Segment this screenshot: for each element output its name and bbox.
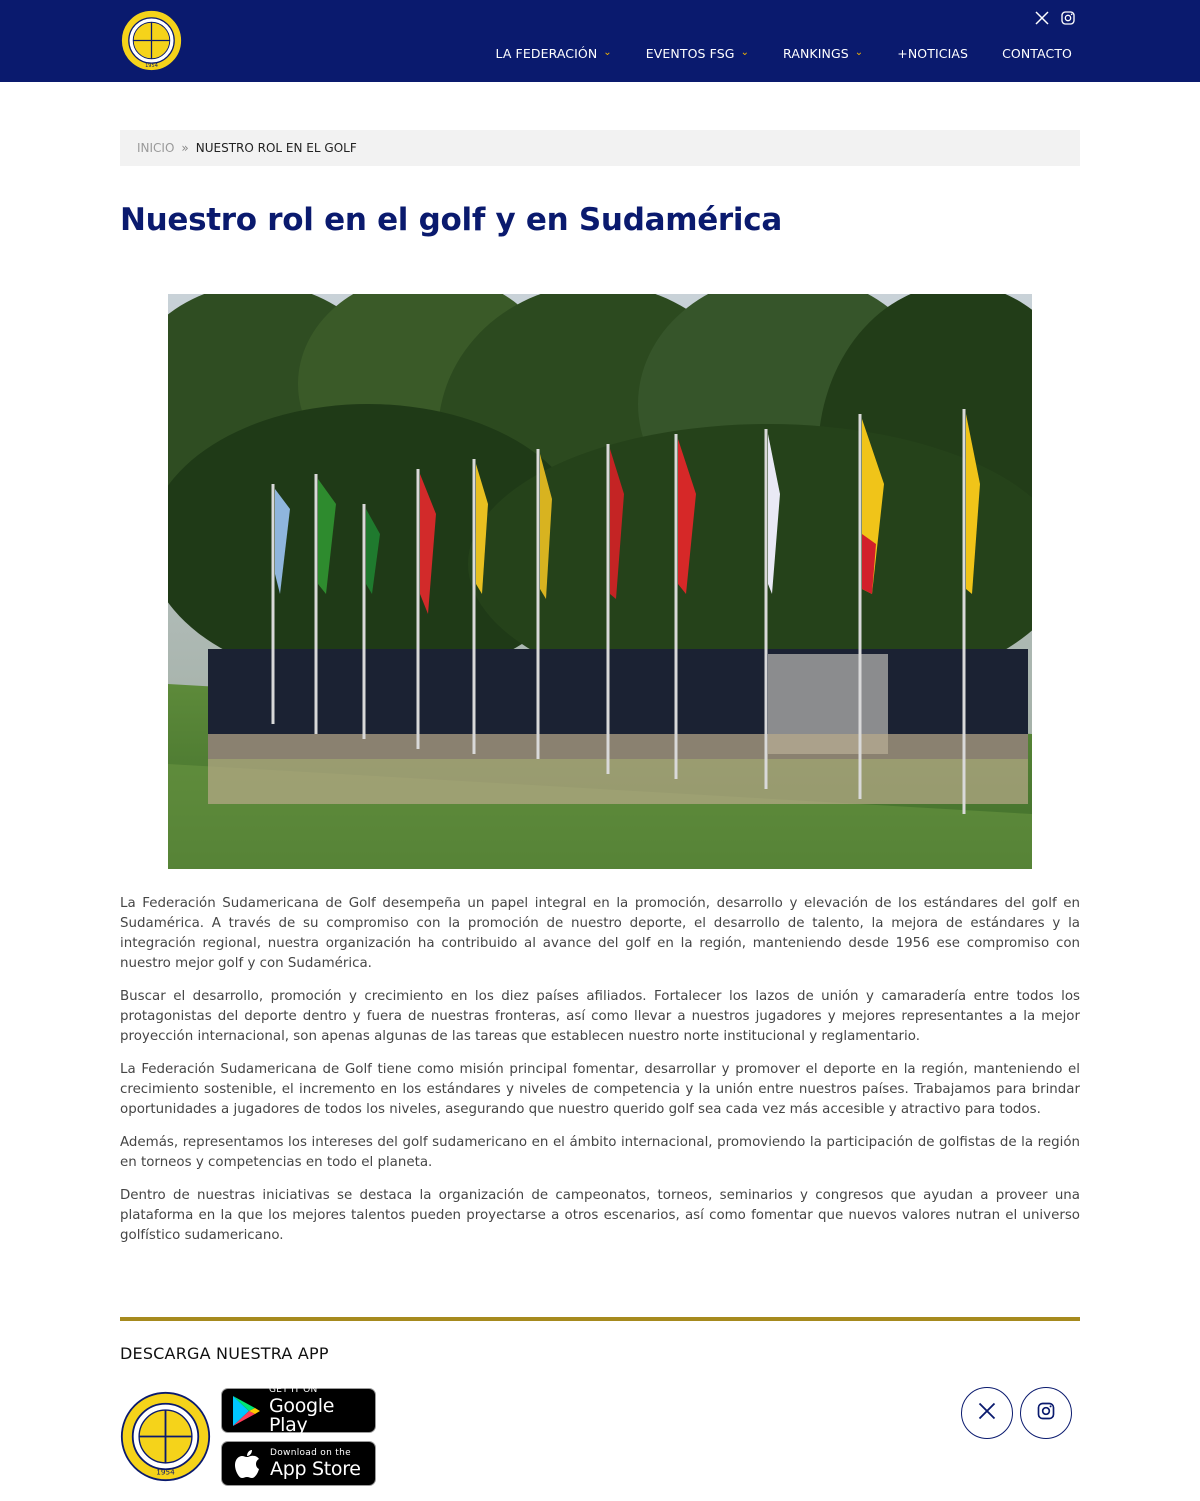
footer-x-link[interactable]: [961, 1387, 1013, 1439]
nav-noticias[interactable]: [897, 44, 968, 62]
nav-contacto[interactable]: [1002, 44, 1072, 62]
svg-text:1954: 1954: [156, 1467, 175, 1477]
instagram-icon: [1036, 1401, 1056, 1425]
x-icon[interactable]: [1034, 10, 1050, 26]
paragraph: Además, representamos los intereses del golf sudamericano en el ámbito internacional, promoviendo la participación de golfistas de la región en torneos y competencias en todo el planeta.: [120, 1135, 1080, 1170]
app-store-big-text: App Store: [270, 1457, 361, 1480]
nav-label: EVENTOS FSG: [645, 45, 735, 61]
paragraph: Buscar el desarrollo, promoción y crecimiento en los diez países afiliados. Fortalecer los lazos de unión y camaradería entre todos los protagonistas del deporte dentro y fuera de nuestras fronteras, así como llevar a nuestros jugadores y mejores representantes a la mejor proyección internacional, son apenas algunas de las tareas que establecen nuestro norte institucional y reglamentario.: [120, 989, 1080, 1044]
main-nav: [461, 44, 1072, 62]
breadcrumb: [120, 130, 1080, 166]
hero-image: [168, 294, 1032, 869]
google-play-small-text: GET IT ON: [268, 1385, 318, 1395]
federation-logo[interactable]: [120, 9, 183, 72]
page-title: Nuestro rol en el golf y en Sudamérica: [120, 202, 782, 238]
header-social-links: [1034, 10, 1076, 26]
chevron-down-icon: ⌄: [740, 47, 750, 58]
x-icon: [977, 1401, 997, 1425]
nav-rankings[interactable]: [783, 44, 863, 62]
nav-eventos-fsg[interactable]: [646, 44, 749, 62]
federation-logo-footer: [120, 1391, 211, 1482]
footer-instagram-link[interactable]: [1020, 1387, 1072, 1439]
footer-divider: [120, 1317, 1080, 1321]
chevron-down-icon: ⌄: [854, 47, 864, 58]
app-store-small-text: Download on the: [270, 1447, 351, 1458]
svg-text:1954: 1954: [145, 62, 158, 69]
breadcrumb-current: NUESTRO ROL EN EL GOLF: [195, 141, 357, 155]
breadcrumb-home-link[interactable]: INICIO: [137, 141, 175, 155]
nav-label: CONTACTO: [1002, 45, 1072, 61]
nav-label: LA FEDERACIÓN: [495, 45, 598, 61]
apple-icon: [230, 1447, 264, 1481]
article-body: [120, 894, 1080, 1259]
paragraph: La Federación Sudamericana de Golf tiene como misión principal fomentar, desarrollar y promover el deporte en la región, manteniendo el crecimiento sostenible, el incremento en los estándares y niveles de competencia y la unión entre nuestros países. Trabajamos para brindar oportunidades a jugadores de todos los niveles, asegurando que nuestro querido golf sea cada vez más accesible y atractivo para todos.: [120, 1062, 1080, 1117]
paragraph: La Federación Sudamericana de Golf desempeña un papel integral en la promoción, desarrollo y elevación de los estándares del golf en Sudamérica. A través de su compromiso con la promoción de nuestro deporte, el desarrollo de talento, la mejora de estándares y la integración regional, nuestra organización ha contribuido al avance del golf en la región, manteniendo desde 1956 ese compromiso con nuestro mejor golf y con Sudamérica.: [120, 896, 1080, 971]
top-navbar: [0, 0, 1200, 82]
google-play-big-text: Google Play: [268, 1395, 335, 1436]
nav-la-federacion[interactable]: [495, 44, 611, 62]
instagram-icon[interactable]: [1060, 10, 1076, 26]
google-play-icon: [230, 1394, 263, 1428]
app-store-button[interactable]: [221, 1441, 376, 1486]
app-download-heading: DESCARGA NUESTRA APP: [120, 1344, 329, 1363]
google-play-button[interactable]: [221, 1385, 376, 1436]
nav-label: RANKINGS: [783, 45, 849, 61]
nav-label: +NOTICIAS: [897, 45, 969, 61]
breadcrumb-separator: »: [181, 141, 189, 155]
paragraph: Dentro de nuestras iniciativas se destaca la organización de campeonatos, torneos, seminarios y congresos que ayudan a proveer una plataforma en la que los mejores talentos pueden proyectarse a otros escenarios, así como fomentar que nuevos valores nutran el universo golfístico sudamericano.: [120, 1188, 1080, 1243]
chevron-down-icon: ⌄: [603, 47, 612, 58]
